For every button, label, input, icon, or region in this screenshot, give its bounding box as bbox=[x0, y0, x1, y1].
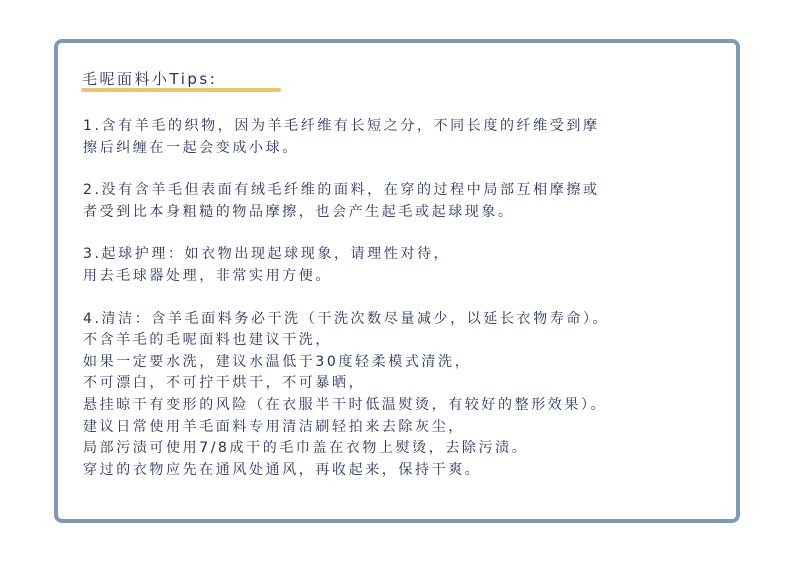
tip-line: 4.清洁：含羊毛面料务必干洗（干洗次数尽量减少，以延长衣物寿命）。 bbox=[83, 310, 610, 327]
page-title: 毛呢面料小Tips: bbox=[82, 70, 218, 88]
tip-line: 建议日常使用羊毛面料专用清洁刷轻拍来去除灰尘， bbox=[83, 418, 465, 435]
tip-line: 悬挂晾干有变形的风险（在衣服半干时低温熨烫，有较好的整形效果）。 bbox=[83, 396, 608, 413]
tip-line: 用去毛球器处理，非常实用方便。 bbox=[83, 267, 332, 284]
tip-line: 者受到比本身粗糙的物品摩擦，也会产生起毛或起球现象。 bbox=[83, 203, 515, 220]
title-block bbox=[82, 68, 217, 96]
tip-line: 不可漂白，不可拧干烘干，不可暴晒， bbox=[83, 375, 366, 392]
tip-line: 不含羊毛的毛呢面料也建议干洗， bbox=[83, 332, 332, 349]
tip-paragraph-4 bbox=[83, 309, 733, 482]
tip-line: 穿过的衣物应先在通风处通风，再收起来，保持干爽。 bbox=[83, 461, 482, 478]
tips-content bbox=[83, 116, 733, 502]
tip-paragraph-1 bbox=[83, 116, 733, 159]
tip-line: 3.起球护理：如衣物出现起球现象，请理性对待， bbox=[83, 246, 451, 263]
tip-line: 局部污渍可使用7/8成干的毛巾盖在衣物上熨烫，去除污渍。 bbox=[83, 440, 529, 457]
tip-line: 如果一定要水洗，建议水温低于30度轻柔模式清洗， bbox=[83, 353, 472, 370]
tip-paragraph-3 bbox=[83, 244, 733, 287]
tip-paragraph-2 bbox=[83, 180, 733, 223]
tip-line: 1.含有羊毛的织物，因为羊毛纤维有长短之分，不同长度的纤维受到摩 bbox=[83, 118, 600, 134]
tip-line: 擦后纠缠在一起会变成小球。 bbox=[83, 139, 299, 156]
tip-line: 2.没有含羊毛但表面有绒毛纤维的面料，在穿的过程中局部互相摩擦或 bbox=[83, 182, 600, 199]
